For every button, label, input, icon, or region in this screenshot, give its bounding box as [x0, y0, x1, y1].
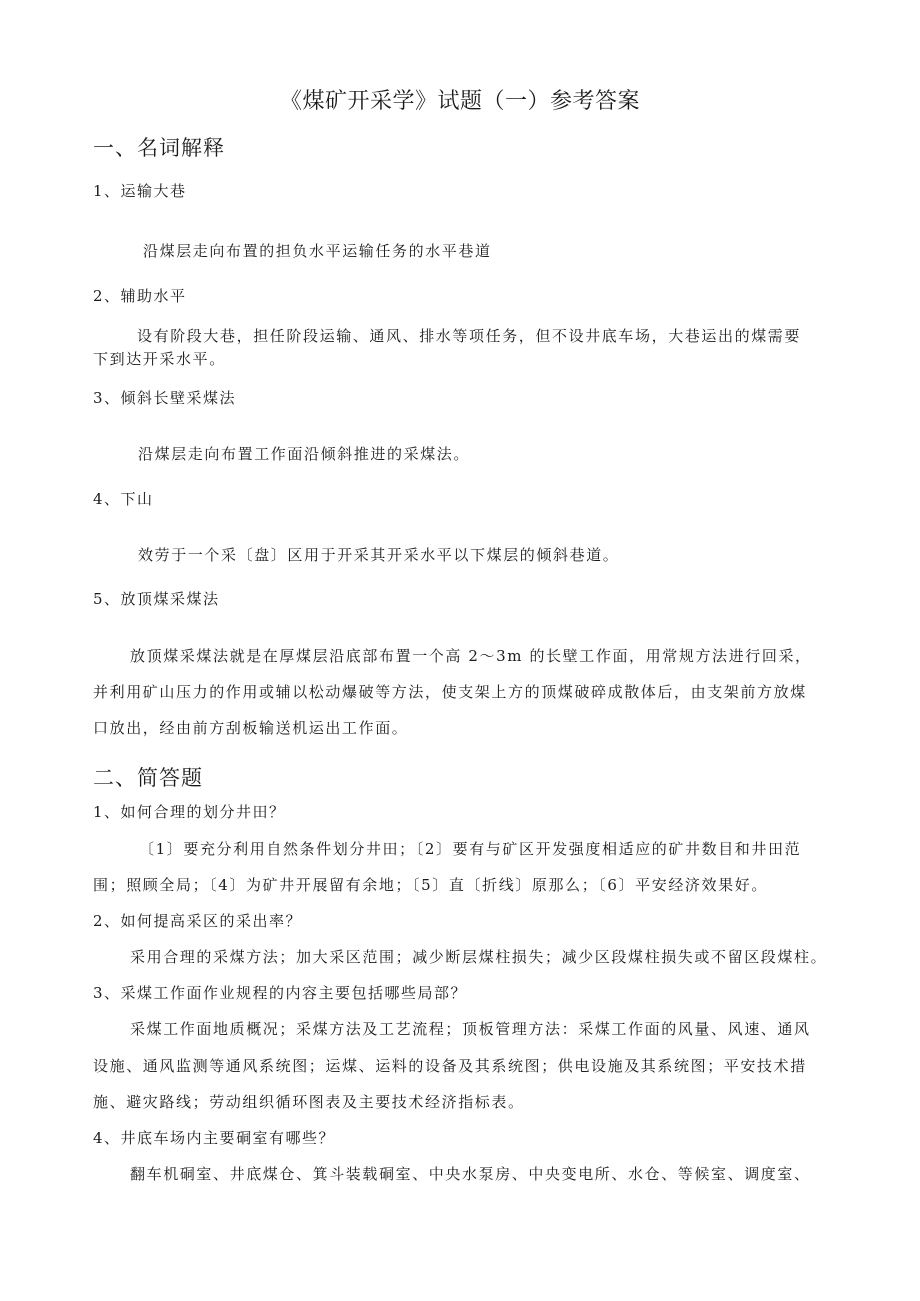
definition-line: 并利用矿山压力的作用或辅以松动爆破等方法，使支架上方的顶煤破碎成散体后，由支架前方放煤: [93, 683, 807, 701]
answer-line: 设施、通风监测等通风系统图；运煤、运料的设备及其系统图；供电设施及其系统图；平安技术措: [93, 1057, 807, 1075]
definition-line: 设有阶段大巷，担任阶段运输、通风、排水等项任务，但不设井底车场，大巷运出的煤需要: [137, 327, 802, 345]
answer-line: 围；照顾全局；〔4〕为矿井开展留有余地；〔5〕直〔折线〕原那么；〔6〕平安经济效果好。: [93, 876, 768, 894]
answer-line: 翻车机硐室、井底煤仓、箕斗装载硐室、中央水泵房、中央变电所、水仓、等候室、调度室、: [130, 1165, 811, 1183]
term-heading: 4、下山: [93, 490, 154, 508]
answer-line: 施、避灾路线；劳动组织循环图表及主要技术经济指标表。: [93, 1093, 525, 1111]
section-heading-definitions: 一、名词解释: [93, 136, 225, 160]
definition-line: 沿煤层走向布置的担负水平运输任务的水平巷道: [143, 242, 492, 260]
term-heading: 5、放顶煤采煤法: [93, 590, 220, 608]
term-heading: 1、运输大巷: [93, 182, 187, 200]
definition-line: 口放出，经由前方刮板输送机运出工作面。: [93, 719, 409, 737]
answer-line: 采煤工作面地质概况；采煤方法及工艺流程；顶板管理方法：采煤工作面的风量、风速、通风: [130, 1020, 811, 1038]
question-heading: 1、如何合理的划分井田？: [93, 803, 286, 821]
definition-line: 效劳于一个采〔盘〕区用于开采其开采水平以下煤层的倾斜巷道。: [138, 546, 620, 564]
answer-line: 采用合理的采煤方法；加大采区范围；减少断层煤柱损失；减少区段煤柱损失或不留区段煤柱。: [130, 948, 828, 966]
definition-line: 放顶煤采煤法就是在厚煤层沿底部布置一个高 2～3m 的长壁工作面，用常规方法进行回采，: [130, 647, 812, 665]
question-heading: 2、如何提高采区的采出率？: [93, 912, 303, 930]
question-heading: 4、井底车场内主要硐室有哪些？: [93, 1129, 336, 1147]
definition-line: 下到达开采水平。: [93, 350, 226, 368]
section-heading-short-answer: 二、简答题: [93, 766, 203, 790]
question-heading: 3、采煤工作面作业规程的内容主要包括哪些局部？: [93, 984, 468, 1002]
document-title: 《煤矿开采学》试题（一）参考答案: [279, 89, 640, 114]
definition-line: 沿煤层走向布置工作面沿倾斜推进的采煤法。: [138, 445, 471, 463]
term-heading: 2、辅助水平: [93, 287, 187, 305]
answer-line: 〔1〕要充分利用自然条件划分井田；〔2〕要有与矿区开发强度相适应的矿井数目和井田范: [139, 840, 802, 858]
term-heading: 3、倾斜长壁采煤法: [93, 389, 237, 407]
